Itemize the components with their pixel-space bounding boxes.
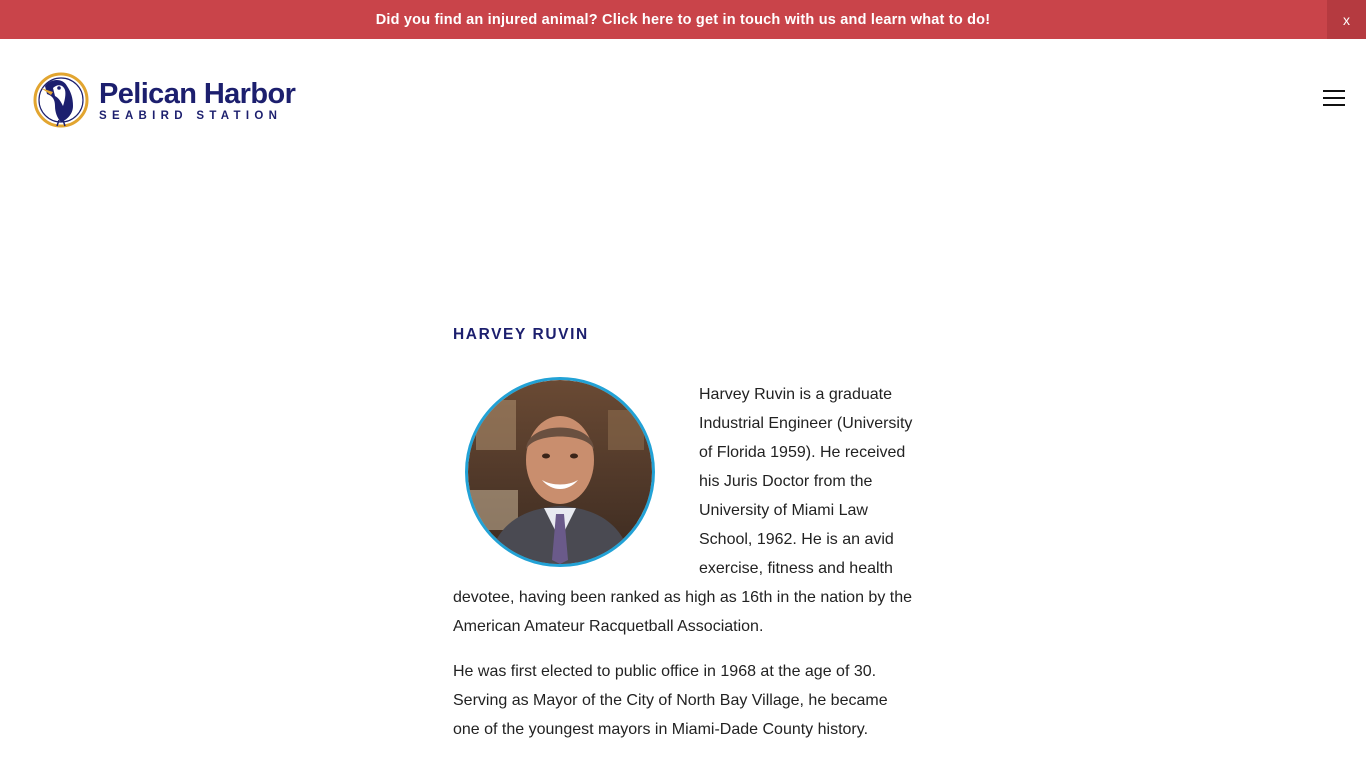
portrait-photo <box>465 377 655 567</box>
menu-bar <box>1323 90 1345 92</box>
page-title: HARVEY RUVIN <box>453 326 589 343</box>
bio-paragraph: He was first elected to public office in 1968 at the age of 30. Serving as Mayor of the City of North Bay Village, he became one of the youngest mayors in Miami-Dade County history. <box>453 663 888 738</box>
hamburger-menu-icon[interactable] <box>1323 90 1345 108</box>
bio-content <box>453 320 913 760</box>
menu-bar <box>1323 97 1345 99</box>
close-banner-button[interactable]: x <box>1327 0 1366 39</box>
pelican-logo-icon <box>33 72 89 128</box>
site-header <box>0 39 1366 161</box>
bio-paragraph: Harvey Ruvin is a graduate Industrial Engineer (University of Florida 1959). He received his Juris Doctor from the University of Miami Law School, 1962. He is an avid exercise, fitness and health devotee, having been ranked as high as 16th in the nation by the American Amateur Racquetball Association. <box>453 386 913 635</box>
announcement-banner <box>0 0 1366 39</box>
site-logo[interactable] <box>33 72 295 128</box>
menu-bar <box>1323 104 1345 106</box>
logo-name: Pelican Harbor <box>99 77 296 110</box>
injured-animal-link[interactable]: Did you find an injured animal? Click here to get in touch with us and learn what to do! <box>375 11 991 28</box>
logo-subtitle: SEABIRD STATION <box>99 109 283 122</box>
